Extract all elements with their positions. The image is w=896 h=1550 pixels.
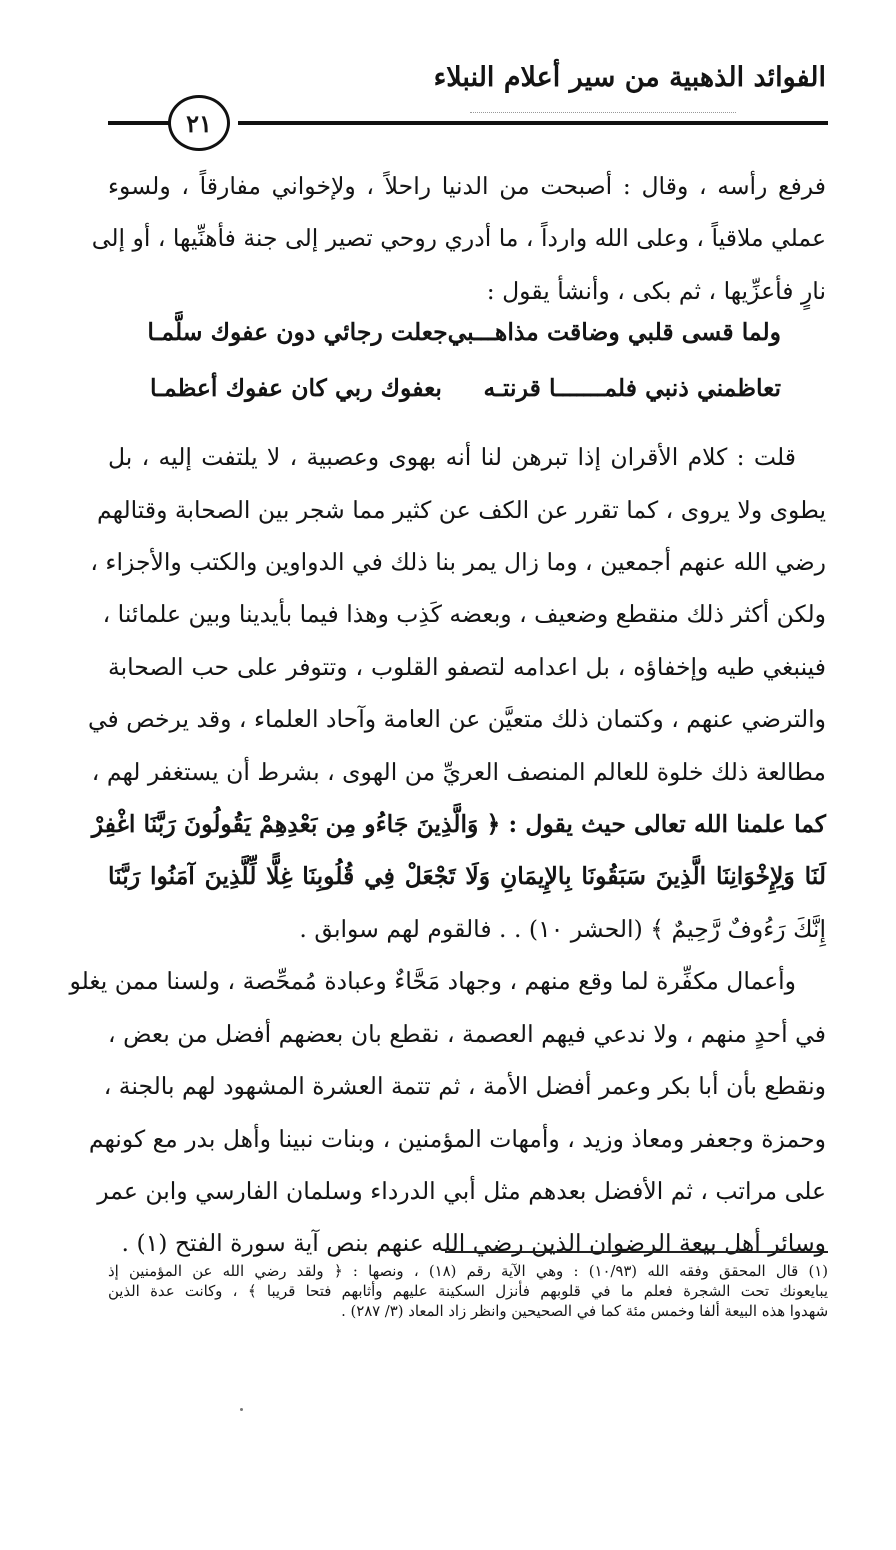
verse-second-hemistich: بعفوك ربي كان عفوك أعظمـا	[150, 374, 442, 402]
footnote-separator	[445, 1251, 828, 1253]
poem-verse-2	[150, 374, 781, 402]
verse-first-hemistich: تعاظمني ذنبي فلمـــــــا قرنتـه	[483, 374, 781, 402]
footnote-line: (١) قال المحقق وفقه الله (١٠/٩٣) : وهي الآية رقم (١٨) ، ونصها : ﴿ ولقد رضي الله عن المؤمنين إذ	[108, 1263, 828, 1280]
text-line: وحمزة وجعفر ومعاذ وزيد ، وأمهات المؤمنين ، وبنات نبينا وأهل بدر مع كونهم	[88, 1124, 826, 1153]
paragraph-3	[69, 955, 826, 1269]
text-line: والترضي عنهم ، وكتمان ذلك متعيَّن عن العامة وآحاد العلماء ، وقد يرخص في	[87, 705, 826, 734]
header-rule-right	[238, 121, 828, 125]
header-dotted-rule	[470, 112, 736, 114]
footnote-line: يبايعونك تحت الشجرة فعلم ما في قلوبهم فأنزل السكينة عليهم وأثابهم فتحا قريبا ﴾ ، وكانت عدة الذين	[108, 1283, 828, 1300]
text-line: يطوى ولا يروى ، كما تقرر عن الكف عن كثير مما شجر بين الصحابة وقتالهم	[96, 495, 826, 524]
text-line: وسائر أهل بيعة الرضوان الذين رضي الله عنهم بنص آية سورة الفتح (١) .	[121, 1229, 826, 1258]
page-number-badge	[168, 95, 230, 151]
text-line: رضي الله عنهم أجمعين ، وما زال يمر بنا ذلك في الدواوين والكتب والأجزاء ،	[90, 548, 826, 577]
text-line: قلت : كلام الأقران إذا تبرهن لنا أنه بهوى وعصبية ، لا يلتفت إليه ، بل	[108, 443, 796, 472]
verse-first-hemistich: ولما قسى قلبي وضاقت مذاهـــبي	[447, 318, 781, 346]
text-line: وأعمال مكفِّرة لما وقع منهم ، وجهاد مَحَّاءٌ وعبادة مُمحِّصة ، ولسنا ممن يغلو	[69, 967, 796, 996]
text-line: فرفع رأسه ، وقال : أصبحت من الدنيا راحلاً ، ولإخواني مفارقاً ، ولسوء	[108, 172, 826, 200]
text-line: في أحدٍ منهم ، ولا ندعي فيهم العصمة ، نقطع بان بعضهم أفضل من بعض ،	[108, 1019, 826, 1048]
poem-verse-1	[147, 318, 781, 346]
footnote-line: شهدوا هذه البيعة ألفا وخمس مئة كما في الصحيحين وانظر زاد المعاد (٣/ ٢٨٧) .	[341, 1303, 828, 1320]
scan-speck	[240, 1408, 243, 1411]
verse-second-hemistich: جعلت رجائي دون عفوك سلَّمـا	[147, 318, 448, 346]
paragraph-1	[91, 160, 826, 317]
text-line: ولكن أكثر ذلك منقطع وضعيف ، وبعضه كَذِب وهذا فيما بأيدينا وبين علمائنا ،	[102, 600, 826, 629]
quran-quote-line: إِنَّكَ رَءُوفٌ رَّحِيمٌ ﴾ (الحشر ١٠) . . فالقوم لهم سوابق .	[299, 914, 826, 943]
footnote	[108, 1262, 828, 1322]
quran-quote-line: لَنَا وَلِإِخْوَانِنَا الَّذِينَ سَبَقُونَا بِالإِيمَانِ وَلَا تَجْعَلْ فِي قُلُوبِنَا غِلًّا لِّلَّذِينَ آمَنُوا رَبَّنَا	[108, 862, 826, 891]
text-line: على مراتب ، ثم الأفضل بعدهم مثل أبي الدرداء وسلمان الفارسي وابن عمر	[97, 1176, 826, 1205]
quran-quote-line: كما علمنا الله تعالى حيث يقول : ﴿ وَالَّذِينَ جَاءُو مِن بَعْدِهِمْ يَقُولُونَ رَبَّنَا اغْفِرْ	[91, 810, 826, 839]
text-line: مطالعة ذلك خلوة للعالم المنصف العريِّ من الهوى ، بشرط أن يستغفر لهم ،	[91, 757, 826, 786]
text-line: عملي ملاقياً ، وعلى الله وارداً ، ما أدري روحي تصير إلى جنة فأهنِّيها ، أو إلى	[91, 224, 826, 253]
text-line: ونقطع بأن أبا بكر وعمر أفضل الأمة ، ثم تتمة العشرة المشهود لهم بالجنة ،	[103, 1072, 826, 1101]
text-line: نارٍ فأعزِّيها ، ثم بكى ، وأنشأ يقول :	[486, 276, 826, 305]
paragraph-2	[87, 431, 826, 955]
header-rule-left	[108, 121, 170, 125]
running-header-title: الفوائد الذهبية من سير أعلام النبلاء	[433, 62, 826, 93]
page-number: ٢١	[186, 108, 212, 138]
text-line: فينبغي طيه وإخفاؤه ، بل اعدامه لتصفو القلوب ، وتتوفر على حب الصحابة	[108, 652, 826, 681]
